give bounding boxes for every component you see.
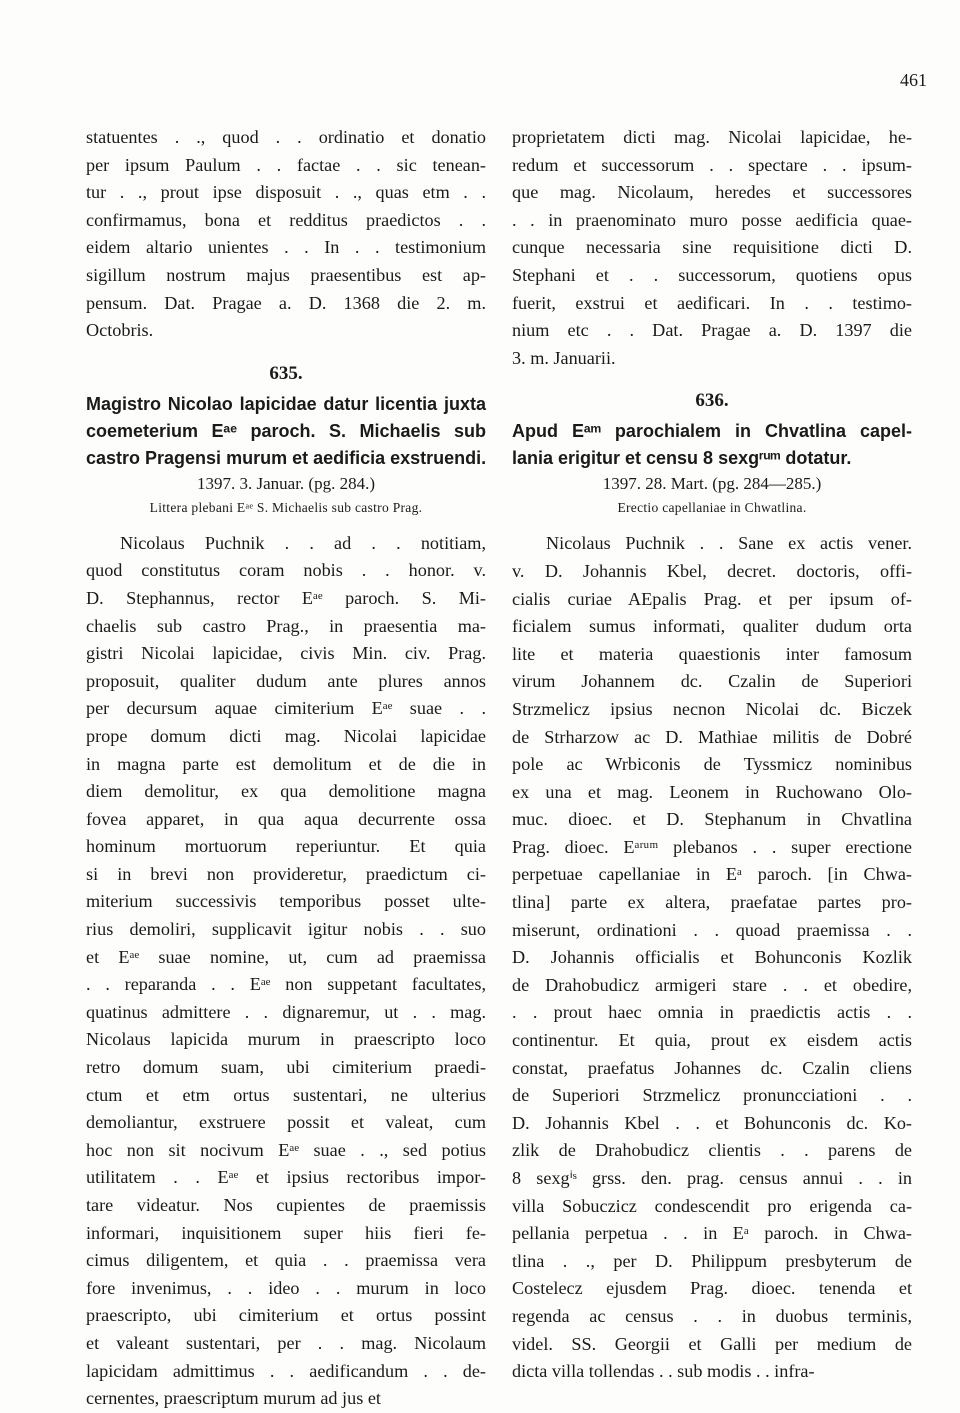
text-line: lite et materia quaestionis inter famosum xyxy=(512,643,912,664)
text-line: Octobris. xyxy=(86,320,154,341)
text-line: per decursum aquae cimiterium Eᵃᵉ suae . . xyxy=(86,698,486,719)
text-line: coemeterium Eᵃᵉ paroch. S. Michaelis sub xyxy=(86,420,486,441)
text-line: Strzmelicz ipsius necnon Nicolai dc. Biczek xyxy=(512,698,912,719)
text-line: et Eᵃᵉ suae nomine, ut, cum ad praemissa xyxy=(86,946,486,967)
text-line: hoc non sit nocivum Eᵃᵉ suae . ., sed potius xyxy=(86,1139,486,1160)
text-line: cunque necessaria sine requisitione dicti D. xyxy=(512,237,912,258)
left-body-paragraph xyxy=(86,530,486,1413)
right-date: 1397. 28. Mart. (pg. 284—285.) xyxy=(602,474,822,494)
text-line: virum Johannem dc. Czalin de Superiori xyxy=(512,671,912,692)
text-line: de Strharzow ac D. Mathiae militis de Dobré xyxy=(512,726,912,747)
text-line: retro domum suam, ubi cimiterium praedi- xyxy=(86,1057,486,1078)
text-line: ficialem sumus informati, qualiter dudum orta xyxy=(512,616,912,637)
text-line: tlina . ., per D. Philippum presbyterum de xyxy=(512,1250,912,1271)
left-column xyxy=(86,124,486,1413)
left-date: 1397. 3. Januar. (pg. 284.) xyxy=(196,473,375,493)
text-line: informari, inquisitionem super hiis fieri fe- xyxy=(86,1222,486,1243)
text-line: Prag. dioec. Eᵃʳᵘᵐ plebanos . . super erectione xyxy=(512,836,912,857)
text-line: praescripto, ubi cimiterium et ortus possint xyxy=(86,1305,486,1326)
text-line: v. D. Johannis Kbel, decret. doctoris, offi- xyxy=(512,560,912,581)
text-line: eidem altario unientes . . In . . testimonium xyxy=(86,237,486,258)
text-line: Apud Eᵃᵐ parochialem in Chvatlina capel- xyxy=(512,421,912,442)
left-heading xyxy=(86,391,486,472)
text-line: de Superiori Strzmelicz pronuncciationi . . xyxy=(512,1085,912,1106)
text-line: Magistro Nicolao lapicidae datur licentia juxta xyxy=(86,393,486,414)
text-line: videl. SS. Georgii et Galli per medium de xyxy=(512,1333,912,1354)
text-line: ctum et etm ortus sustentari, ne ulterius xyxy=(86,1084,486,1105)
text-line: demoliantur, exstruere possit et valeat, cum xyxy=(86,1112,486,1133)
doc-number-636: 636. xyxy=(695,390,729,412)
left-intro-paragraph xyxy=(86,124,486,345)
text-line: cimus diligentem, et quia . . praemissa vera xyxy=(86,1250,486,1271)
text-line: . . prout haec omnia in praedictis actis . . xyxy=(512,1002,912,1023)
text-line: chaelis sub castro Prag., in praesentia ma- xyxy=(86,615,486,636)
text-line: que mag. Nicolaum, heredes et successores xyxy=(512,182,912,203)
text-line: per ipsum Paulum . . factae . . sic tenean- xyxy=(86,154,486,175)
text-line: confirmamus, bona et redditus praedictos . . xyxy=(86,209,486,230)
text-line: villa Sobuczicz condescendit pro erigenda ca- xyxy=(512,1195,912,1216)
text-line: . . reparanda . . Eᵃᵉ non suppetant facultates, xyxy=(86,974,486,995)
text-line: quod constitutus coram nobis . . honor. v. xyxy=(86,560,486,581)
text-line: gistri Nicolai lapicidae, civis Min. civ. Prag. xyxy=(86,643,486,664)
text-line: tur . ., prout ipse disposuit . ., quas etm . . xyxy=(86,182,486,203)
text-line: diem demolitur, ex qua demolitione magna xyxy=(86,781,486,802)
text-line: continentur. Et quia, prout ex eisdem actis xyxy=(512,1030,912,1051)
text-line: Nicolaus Puchnik . . Sane ex actis vener. xyxy=(546,533,912,554)
text-line: si in brevi non provideretur, praedictum ci- xyxy=(86,863,486,884)
text-line: muc. dioec. et D. Stephanum in Chvatlina xyxy=(512,809,912,830)
text-line: rius demoliri, supplicavit igitur nobis . . suo xyxy=(86,919,486,940)
text-line: proprietatem dicti mag. Nicolai lapicidae, he- xyxy=(512,127,912,147)
text-line: in magna parte est demolitum et de die in xyxy=(86,753,486,774)
text-line: . . in praenominato muro posse aedificia quae- xyxy=(512,209,912,230)
right-body-paragraph xyxy=(512,530,912,1385)
text-line: et valeant sustentari, per . . mag. Nicolaum xyxy=(86,1332,486,1353)
text-line: fore invenimus, . . ideo . . murum in loco xyxy=(86,1277,486,1298)
text-line: de Drahobudicz armigeri stare . . et obedire, xyxy=(512,974,912,995)
text-line: utilitatem . . Eᵃᵉ et ipsius rectoribus impor- xyxy=(86,1167,486,1188)
text-line: Costelecz ejusdem Prag. dioec. tenenda et xyxy=(512,1278,912,1299)
text-line: cernentes, praescriptum murum ad jus et xyxy=(86,1388,381,1409)
text-line: 3. m. Januarii. xyxy=(512,347,616,368)
text-line: Nicolaus Puchnik . . ad . . notitiam, xyxy=(120,532,486,553)
text-line: tlina] parte ex altera, praefatae partes pro- xyxy=(512,892,912,913)
text-line: pensum. Dat. Pragae a. D. 1368 die 2. m. xyxy=(86,292,486,313)
text-line: tare videatur. Nos cupientes de praemissis xyxy=(86,1195,486,1215)
text-line: dicta villa tollendas . . sub modis . . infra- xyxy=(512,1361,815,1382)
right-column xyxy=(512,124,912,1386)
text-line: pole ac Wrbiconis de Tyssmicz nominibus xyxy=(512,754,912,775)
text-line: ex una et mag. Leonem in Ruchowano Olo- xyxy=(512,781,912,802)
text-line: castro Pragensi murum et aedificia exstruendi. xyxy=(86,447,487,468)
text-line: Stephani et . . successorum, quotiens opus xyxy=(512,264,912,285)
text-line: D. Stephannus, rector Eᵃᵉ paroch. S. Mi- xyxy=(86,587,486,608)
left-source: Littera plebani Eᵃᵉ S. Michaelis sub castro Prag. xyxy=(149,499,423,515)
right-source: Erectio capellaniae in Chwatlina. xyxy=(617,500,807,516)
text-line: cialis curiae AEpalis Prag. et per ipsum of- xyxy=(512,588,912,609)
text-line: statuentes . ., quod . . ordinatio et donatio xyxy=(86,127,486,147)
text-line: sigillum nostrum majus praesentibus est ap- xyxy=(86,264,486,285)
right-heading xyxy=(512,418,912,472)
text-line: fovea apparet, in qua aqua decurrente ossa xyxy=(86,808,486,829)
text-line: proposuit, qualiter dudum ante plures annos xyxy=(86,670,486,691)
text-line: constat, praefatus Johannes dc. Czalin cliens xyxy=(512,1057,912,1078)
text-line: D. Johannis officialis et Bohunconis Kozlik xyxy=(512,947,912,968)
text-line: prope domum dicti mag. Nicolai lapicidae xyxy=(86,725,486,746)
text-line: lania erigitur et censu 8 sexgʳᵘᵐ dotatur. xyxy=(512,448,852,469)
page-number: 461 xyxy=(900,70,927,90)
text-line: perpetuae capellaniae in Eᵃ paroch. [in Chwa- xyxy=(512,864,912,885)
text-line: pellania perpetua . . in Eᵃ paroch. in Chwa- xyxy=(512,1223,912,1244)
text-line: hominum mortuorum reperiuntur. Et quia xyxy=(86,836,486,857)
doc-number-635: 635. xyxy=(269,362,303,384)
text-line: lapicidam admittimus . . aedificandum . . de- xyxy=(86,1360,486,1381)
text-line: redum et successorum . . spectare . . ipsum- xyxy=(512,154,912,175)
text-line: 8 sexgⁱˢ grss. den. prag. census annui . . in xyxy=(512,1168,912,1188)
text-line: fuerit, exstrui et aedificari. In . . testimo- xyxy=(512,292,912,313)
text-line: D. Johannis Kbel . . et Bohunconis dc. Ko- xyxy=(512,1112,912,1133)
text-line: regenda ac census . . in duobus terminis, xyxy=(512,1305,912,1326)
text-line: Nicolaus lapicida murum in praescripto loco xyxy=(86,1029,486,1050)
text-line: miterium successivis temporibus posset ulte- xyxy=(86,891,486,912)
text-line: nium etc . . Dat. Pragae a. D. 1397 die xyxy=(512,320,912,341)
right-intro-paragraph xyxy=(512,124,912,372)
text-line: zlik de Drahobudicz clientis . . parens de xyxy=(512,1140,912,1161)
text-line: miserunt, ordinationi . . quoad praemissa . . xyxy=(512,919,912,940)
text-line: quatinus admittere . . dignaremur, ut . . mag. xyxy=(86,1001,486,1022)
